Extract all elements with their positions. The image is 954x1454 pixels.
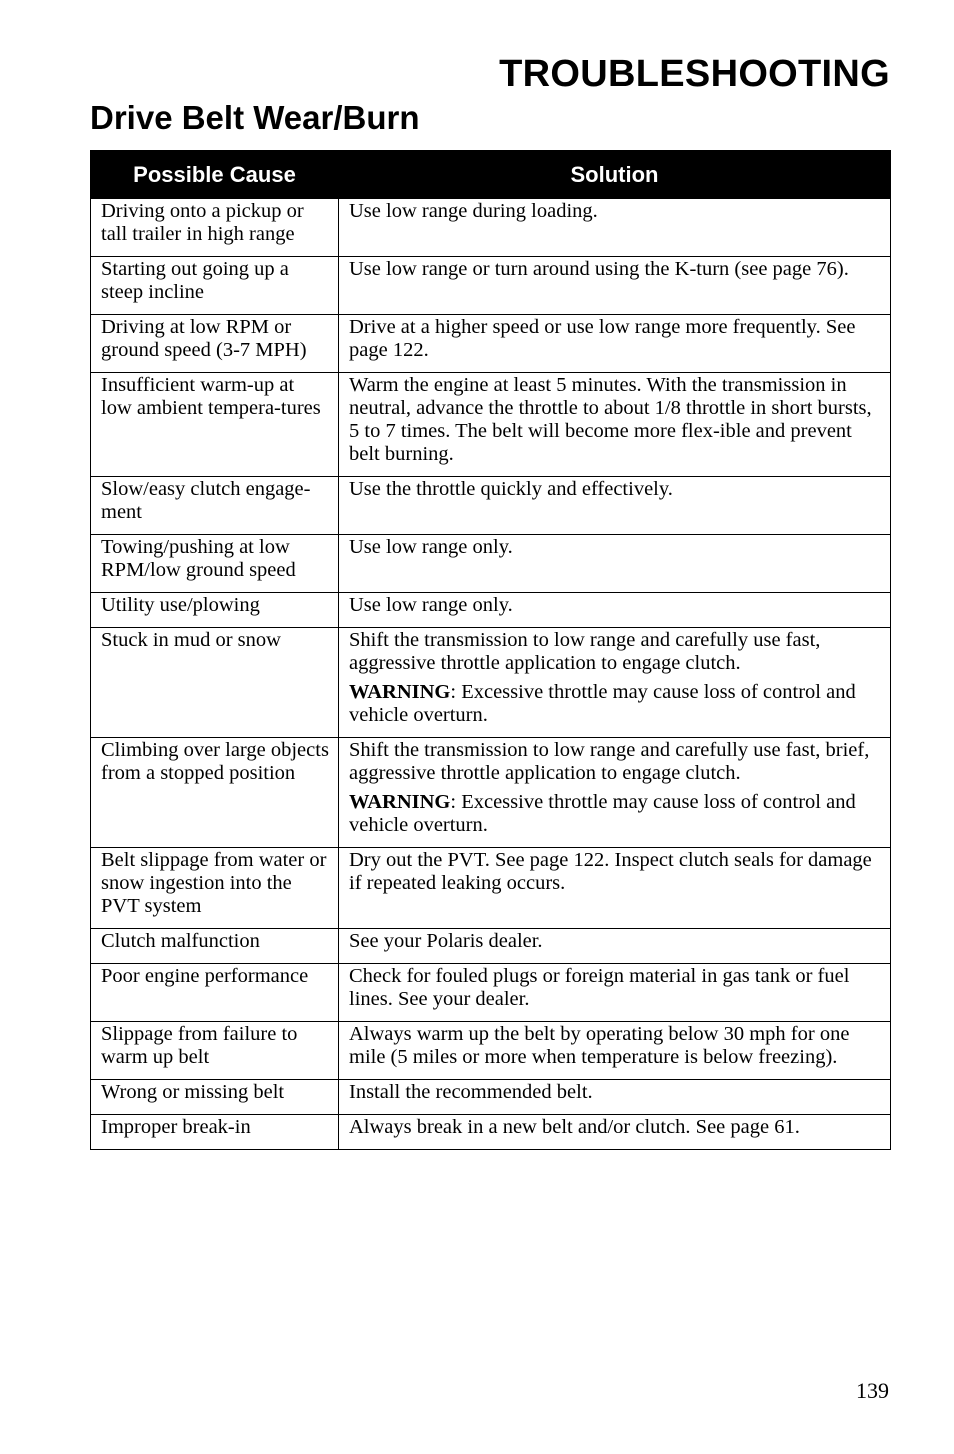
troubleshooting-table <box>90 150 891 1150</box>
solution-cell <box>339 199 891 257</box>
column-header-solution: Solution <box>339 151 891 199</box>
cause-cell: Stuck in mud or snow <box>91 628 339 738</box>
solution-text: Dry out the PVT. See page 122. Inspect clutch seals for damage if repeated leaking occurs. <box>349 849 872 894</box>
cause-cell: Poor engine performance <box>91 964 339 1022</box>
warning-note <box>349 791 881 837</box>
solution-cell <box>339 1022 891 1080</box>
solution-cell <box>339 593 891 628</box>
warning-label: WARNING <box>349 681 451 703</box>
warning-text: : Excessive throttle may cause loss of control and vehicle overturn. <box>349 681 856 726</box>
table-row <box>91 848 891 929</box>
table-row <box>91 1080 891 1115</box>
warning-text: : Excessive throttle may cause loss of control and vehicle overturn. <box>349 791 856 836</box>
solution-text: Use the throttle quickly and effectively. <box>349 478 673 500</box>
table-header-row <box>91 151 891 199</box>
table-row <box>91 315 891 373</box>
table-row <box>91 593 891 628</box>
solution-cell <box>339 535 891 593</box>
table-row <box>91 373 891 477</box>
cause-cell: Insufficient warm-up at low ambient tempera-tures <box>91 373 339 477</box>
solution-text: Shift the transmission to low range and carefully use fast, brief, aggressive throttle application to engage clutch. <box>349 739 870 784</box>
table-row <box>91 535 891 593</box>
solution-text: Use low range or turn around using the K-turn (see page 76). <box>349 258 849 280</box>
section-title: TROUBLESHOOTING <box>499 53 890 95</box>
table-body <box>91 199 891 1150</box>
cause-cell: Starting out going up a steep incline <box>91 257 339 315</box>
solution-text: Check for fouled plugs or foreign material in gas tank or fuel lines. See your dealer. <box>349 965 850 1010</box>
solution-text: Install the recommended belt. <box>349 1081 593 1103</box>
solution-text: Use low range only. <box>349 536 513 558</box>
solution-text: Always warm up the belt by operating below 30 mph for one mile (5 miles or more when temperature is below freezing). <box>349 1023 850 1068</box>
table-row <box>91 477 891 535</box>
column-header-cause: Possible Cause <box>91 151 339 199</box>
cause-cell: Driving onto a pickup or tall trailer in high range <box>91 199 339 257</box>
solution-text: Shift the transmission to low range and carefully use fast, aggressive throttle application to engage clutch. <box>349 629 821 674</box>
table-row <box>91 964 891 1022</box>
solution-text: Always break in a new belt and/or clutch. See page 61. <box>349 1116 800 1138</box>
table-row <box>91 257 891 315</box>
table-row <box>91 738 891 848</box>
cause-cell: Slow/easy clutch engage-ment <box>91 477 339 535</box>
cause-cell: Slippage from failure to warm up belt <box>91 1022 339 1080</box>
solution-cell <box>339 315 891 373</box>
solution-text: Drive at a higher speed or use low range more frequently. See page 122. <box>349 316 856 361</box>
table-row <box>91 199 891 257</box>
solution-cell <box>339 738 891 848</box>
solution-cell <box>339 1115 891 1150</box>
cause-cell: Improper break-in <box>91 1115 339 1150</box>
cause-cell: Climbing over large objects from a stopped position <box>91 738 339 848</box>
solution-cell <box>339 373 891 477</box>
table-row <box>91 1022 891 1080</box>
solution-text: Warm the engine at least 5 minutes. With the transmission in neutral, advance the throttle to about 1/8 throttle in short bursts, 5 to 7 times. The belt will become more flex-ible and prevent belt burning. <box>349 374 872 465</box>
page-heading: Drive Belt Wear/Burn <box>90 99 420 136</box>
solution-cell <box>339 929 891 964</box>
warning-label: WARNING <box>349 791 451 813</box>
table-row <box>91 1115 891 1150</box>
solution-cell <box>339 628 891 738</box>
solution-text: Use low range only. <box>349 594 513 616</box>
table-row <box>91 628 891 738</box>
solution-text: See your Polaris dealer. <box>349 930 543 952</box>
page-number: 139 <box>856 1378 889 1403</box>
solution-cell <box>339 477 891 535</box>
table-row <box>91 929 891 964</box>
cause-cell: Utility use/plowing <box>91 593 339 628</box>
cause-cell: Belt slippage from water or snow ingestion into the PVT system <box>91 848 339 929</box>
cause-cell: Wrong or missing belt <box>91 1080 339 1115</box>
cause-cell: Towing/pushing at low RPM/low ground speed <box>91 535 339 593</box>
cause-cell: Driving at low RPM or ground speed (3-7 MPH) <box>91 315 339 373</box>
solution-cell <box>339 848 891 929</box>
solution-cell <box>339 964 891 1022</box>
solution-text: Use low range during loading. <box>349 200 598 222</box>
solution-cell <box>339 257 891 315</box>
warning-note <box>349 681 881 727</box>
solution-cell <box>339 1080 891 1115</box>
cause-cell: Clutch malfunction <box>91 929 339 964</box>
